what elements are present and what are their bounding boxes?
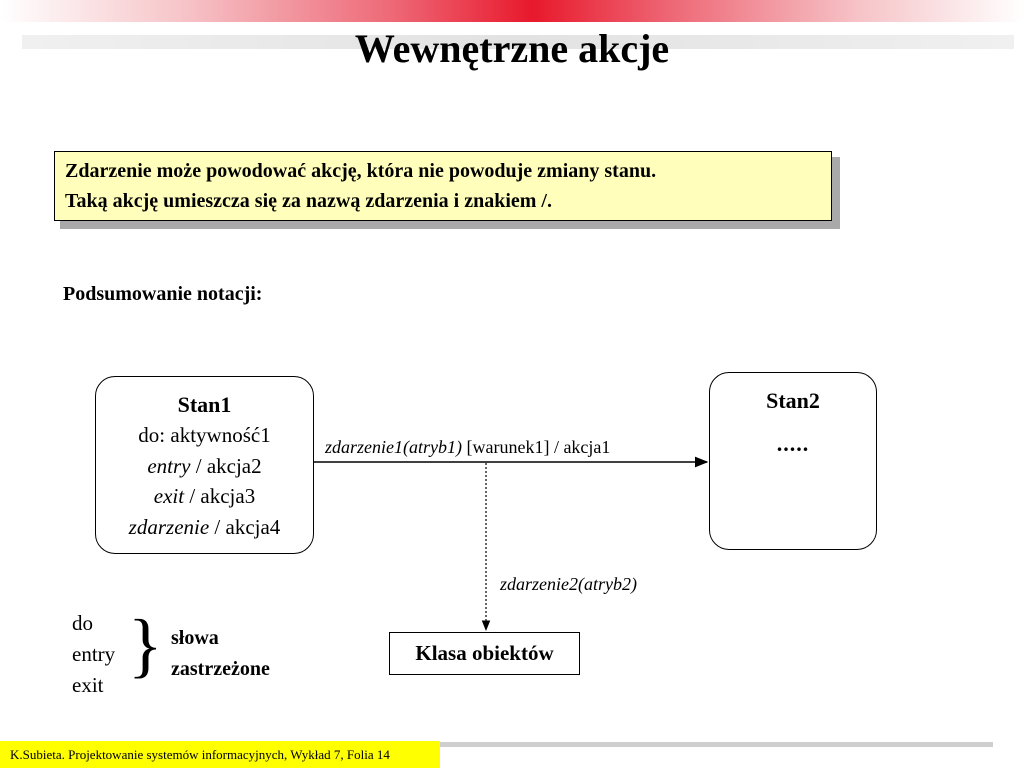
keyword-list (72, 608, 115, 701)
entry-action: / akcja2 (190, 453, 262, 478)
state1-entry-action (96, 451, 313, 482)
reserved-words-line-2: zastrzeżone (171, 658, 270, 680)
event-keyword: zdarzenie (128, 514, 210, 539)
reserved-words-line-1: słowa (171, 627, 219, 649)
curly-brace: } (128, 605, 163, 685)
state-stan1 (95, 376, 314, 554)
footer-rule (440, 742, 993, 747)
transition-label (325, 437, 610, 458)
state1-event-action (96, 512, 313, 543)
class-box: Klasa obiektów (389, 632, 580, 675)
footer: K.Subieta. Projektowanie systemów informacyjnych, Wykład 7, Folia 14 (0, 741, 440, 768)
keyword-entry: entry (72, 642, 116, 666)
callout-line-1: Zdarzenie może powodować akcję, która nie powoduje zmiany stanu. (65, 160, 657, 182)
keyword-do: do (72, 611, 93, 635)
state2-content: ..... (776, 431, 810, 456)
keyword-exit: exit (72, 673, 104, 697)
state1-do-activity: do: aktywność1 (138, 423, 271, 447)
entry-keyword: entry (147, 453, 191, 478)
notation-summary-label: Podsumowanie notacji: (63, 283, 263, 305)
state2-name: Stan2 (766, 388, 820, 413)
exit-keyword: exit (153, 484, 185, 508)
exit-action: / akcja3 (184, 484, 256, 508)
callout-line-2: Taką akcję umieszcza się za nazwą zdarzenia i znakiem /. (65, 190, 552, 212)
state1-exit-action (96, 481, 313, 512)
slide-title: Wewnętrzne akcje (354, 26, 670, 71)
state1-name: Stan1 (177, 392, 232, 417)
reserved-words-label (171, 623, 270, 685)
event-action: / akcja4 (209, 514, 281, 539)
transition-guard-action: [warunek1] / akcja1 (461, 437, 611, 457)
transition-event: zdarzenie1(atryb1) (325, 437, 462, 457)
state-stan2 (709, 372, 877, 550)
sent-event-label: zdarzenie2(atryb2) (500, 574, 637, 594)
